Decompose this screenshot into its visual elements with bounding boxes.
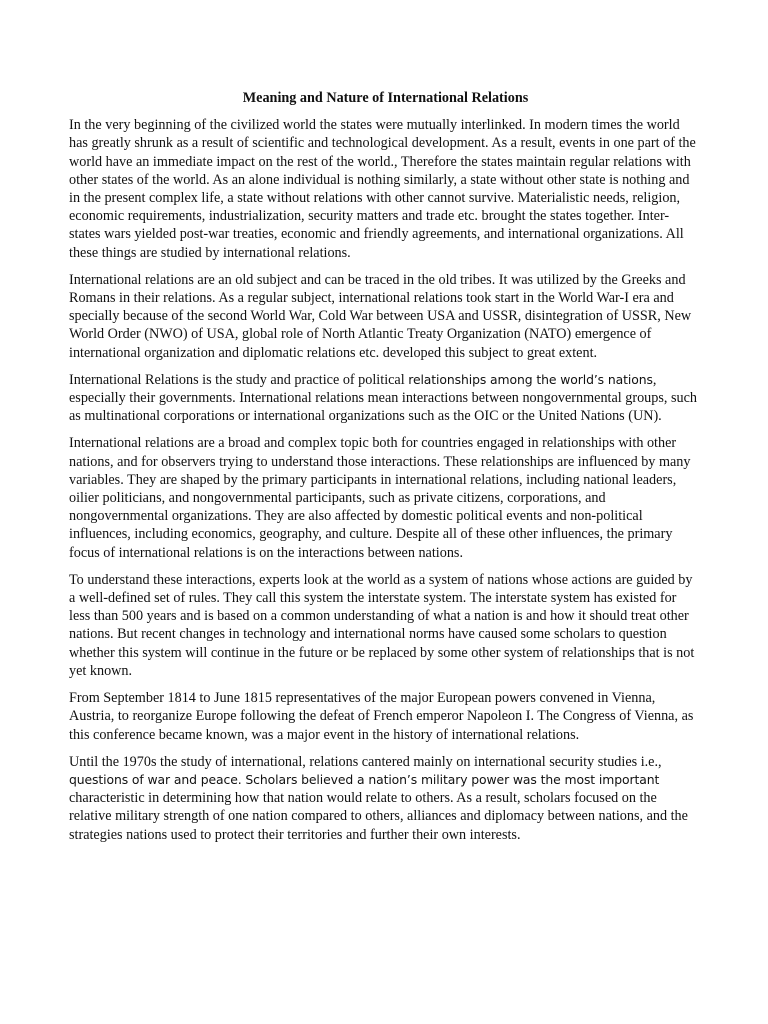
paragraph-definition-alt-font: relationships among the world’s nations [408, 371, 653, 387]
paragraph-security-studies [69, 753, 698, 844]
paragraph-congress-of-vienna: From September 1814 to June 1815 representatives of the major European powers convened in Vienna, Austria, to reorganize Europe following the defeat of French emperor Napoleon I. The Congress of Vienna, as this conference became known, was a major event in the history of international relations. [69, 690, 694, 743]
paragraph-interstate-system: To understand these interactions, experts look at the world as a system of nations whose actions are guided by a well-defined set of rules. They call this system the interstate system. The interstate system has existed for less than 500 years and is based on a common understanding of what a nation is and how it should treat other nations. But recent changes in technology and international norms have caused some scholars to question whether this system will continue in the future or be replaced by some other system of relationships that is not yet known. [69, 571, 695, 679]
paragraph-security-studies-alt-font: questions of war and peace. Scholars believed a nation’s military power was the most important [69, 771, 660, 787]
paragraph-intro: In the very beginning of the civilized world the states were mutually interlinked. In modern times the world has greatly shrunk as a result of scientific and technological development. As a result, events in one part of the world have an immediate impact on the rest of the world., Therefore the states maintain regular relations with other states of the world. As an alone individual is nothing similarly, a state without other state is nothing and in the present complex life, a state without relations with other cannot survive. Materialistic needs, religion, economic requirements, industrialization, security matters and trade etc. brought the states together. Inter-states wars yielded post-war treaties, economic and friendly agreements, and international organizations. All these things are studied by international relations. [69, 117, 696, 261]
paragraph-definition-end: , especially their governments. International relations mean interactions between nongovernmental groups, such as multinational corporations or international organizations such as the OIC or the United Nations (UN). [69, 371, 697, 425]
paragraph-definition [69, 371, 698, 426]
paragraph-security-studies-start: Until the 1970s the study of international, relations cantered mainly on international security studies i.e., [69, 753, 662, 770]
document-page [69, 89, 698, 853]
paragraph-security-studies-end: characteristic in determining how that nation would relate to others. As a result, scholars focused on the relative military strength of one nation compared to others, alliances and diplomacy between nations, and the strategies nations used to protect their territories and further their own interests. [69, 790, 688, 843]
paragraph-history: International relations are an old subject and can be traced in the old tribes. It was utilized by the Greeks and Romans in their relations. As a regular subject, international relations took start in the World War-I era and specially because of the second World War, Cold War between USA and USSR, disintegration of USSR, New World Order (NWO) of USA, global role of North Atlantic Treaty Organization (NATO) emergence of international organization and diplomatic relations etc. developed this subject to great extent. [69, 271, 692, 361]
document-title: Meaning and Nature of International Relations [242, 90, 529, 106]
paragraph-definition-start: International Relations is the study and practice of political [69, 371, 409, 388]
paragraph-complexity: International relations are a broad and complex topic both for countries engaged in relationships with other nations, and for observers trying to understand those interactions. These relationships are influenced by many variables. They are shaped by the primary participants in international relations, including national leaders, oilier politicians, and nongovernmental participants, such as private citizens, corporations, and nongovernmental organizations. They are also affected by domestic political events and non-political influences, including economics, geography, and culture. Despite all of these other influences, the primary focus of international relations is on the interactions between nations. [69, 435, 691, 561]
